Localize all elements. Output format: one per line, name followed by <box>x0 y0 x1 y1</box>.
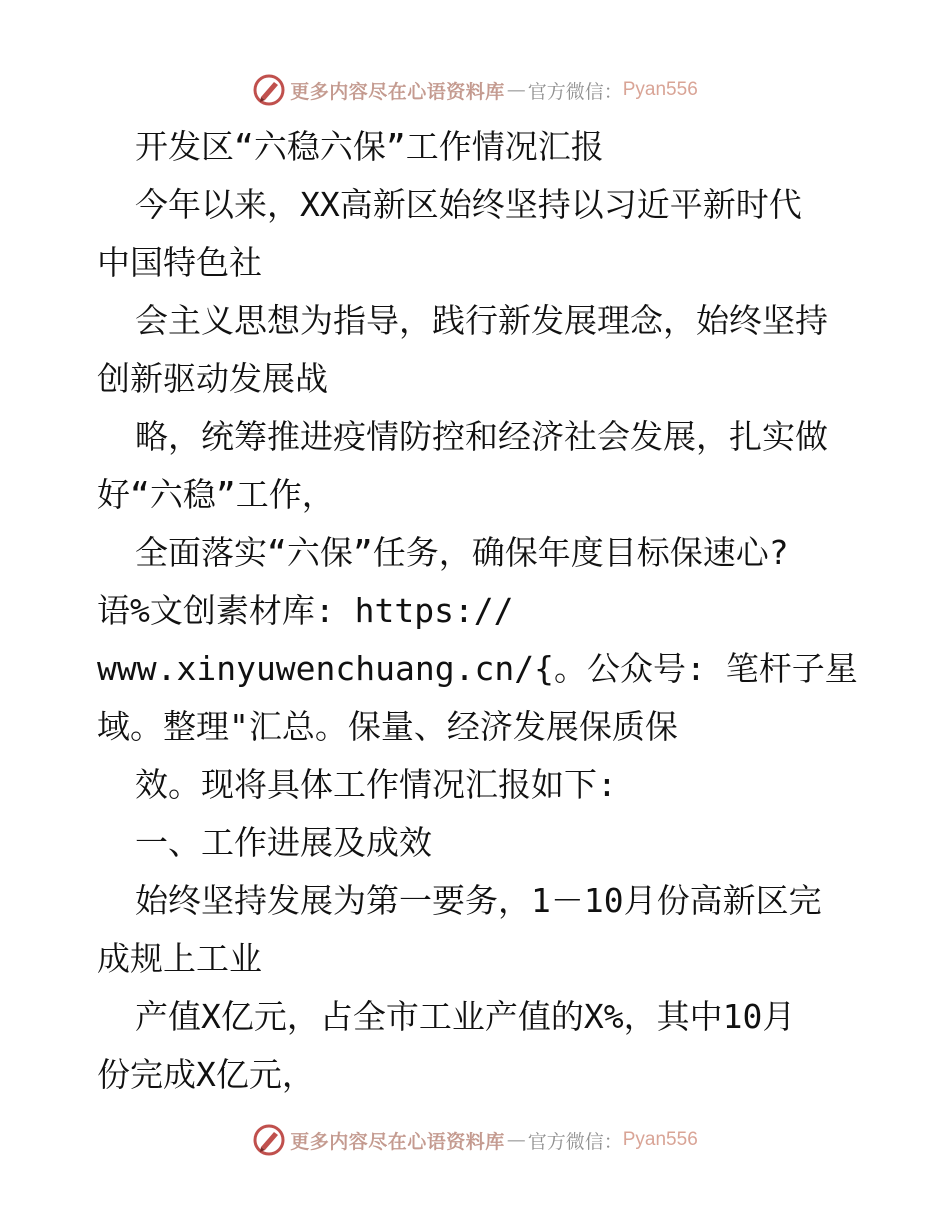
paragraph-line: 全面落实“六保”任务，确保年度目标保速心? <box>135 533 789 572</box>
paragraph-line: 中国特色社 <box>97 243 262 282</box>
paragraph-line: 今年以来，XX高新区始终坚持以习近平新时代 <box>135 185 802 224</box>
document-body <box>97 118 887 1104</box>
footer-banner <box>0 1120 950 1160</box>
pen-logo-icon <box>252 1123 286 1157</box>
paragraph-line: 始终坚持发展为第一要务，1－10月份高新区完 <box>135 881 822 920</box>
paragraph-line: 份完成X亿元， <box>97 1055 315 1094</box>
banner-wechat-label: 官方微信： <box>527 80 623 103</box>
header-banner <box>0 70 950 110</box>
paragraph-line: 好“六稳”工作， <box>97 475 335 514</box>
paragraph-line: www.xinyuwenchuang.cn/{。公众号: 笔杆子星 <box>97 649 858 688</box>
banner-brand-text: 更多内容尽在心语资料库 <box>290 80 505 103</box>
section-heading: 一、工作进展及成效 <box>135 823 432 862</box>
paragraph-line: 成规上工业 <box>97 939 262 978</box>
banner-brand-text: 更多内容尽在心语资料库 <box>290 1130 505 1153</box>
banner-wechat-id: Pyan556 <box>622 79 698 100</box>
paragraph-line: 略，统筹推进疫情防控和经济社会发展，扎实做 <box>135 417 828 456</box>
banner-wechat-label: 官方微信： <box>527 1130 623 1153</box>
paragraph-line: 产值X亿元，占全市工业产值的X%，其中10月 <box>135 997 796 1036</box>
paragraph-line: 效。现将具体工作情况汇报如下: <box>135 765 617 804</box>
banner-wechat-id: Pyan556 <box>622 1129 698 1150</box>
paragraph-line: 会主义思想为指导，践行新发展理念，始终坚持 <box>135 301 828 340</box>
paragraph-line: 语%文创素材库: https:// <box>97 591 514 630</box>
document-title: 开发区“六稳六保”工作情况汇报 <box>135 127 604 166</box>
paragraph-line: 创新驱动发展战 <box>97 359 328 398</box>
banner-dash: — <box>506 1129 526 1151</box>
pen-logo-icon <box>252 73 286 107</box>
paragraph-line: 域。整理"汇总。保量、经济发展保质保 <box>97 707 678 746</box>
banner-dash: — <box>506 79 526 101</box>
